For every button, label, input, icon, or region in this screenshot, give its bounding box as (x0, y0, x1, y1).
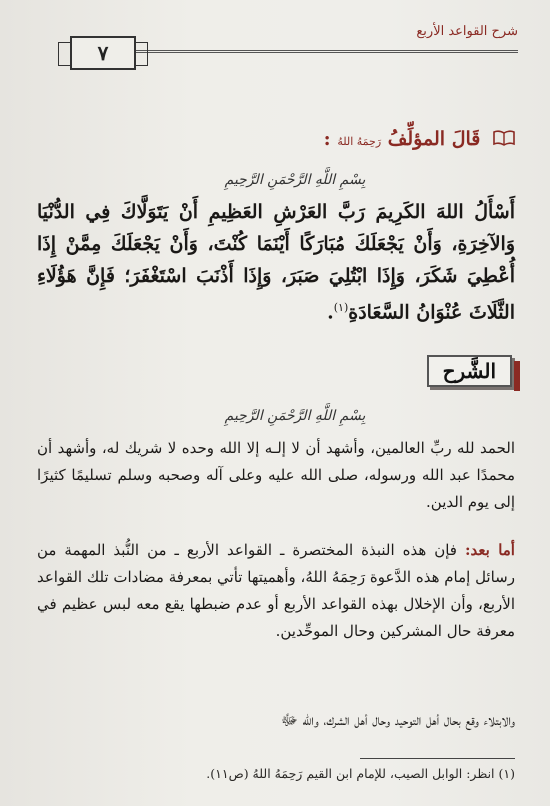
page-header (40, 22, 518, 72)
header-rule (118, 50, 518, 53)
author-heading: قَالَ المؤلِّفُ رَحِمَهُ اللهُ : (45, 128, 515, 151)
page-number: ٧ (70, 36, 136, 70)
author-heading-text: قَالَ المؤلِّفُ (387, 128, 481, 150)
paragraph-2-body: فإن هذه النبذة المختصرة ـ القواعد الأربع ـ من النُّبذ المهمة من رسائل إمام هذه الدَّعوة رَحِمَهُ اللهُ، وأهميتها تأتي بمعرفة مضادات تلك القواعد الأربع، وأن الإخلال بهذه القواعد الأربع أو عدم ضبطها يقع معه لبس عظيم في معرفة حال المشركين وحال الموحِّدين. (36, 541, 515, 640)
footnote-rule (360, 758, 515, 759)
commentary-paragraph-1: الحمد لله ربِّ العالمين، وأشهد أن لا إلـه إلا الله وحده لا شريك له، وأشهد أن محمدًا عبد الله ورسوله، صلى الله عليه وعلى آله وصحبه وسلم تسليمًا كثيرًا إلى يوم الدين. (37, 439, 515, 511)
paragraph-lead: أما بعد: (464, 541, 515, 559)
author-honorific: رَحِمَهُ اللهُ (337, 135, 382, 148)
running-title: شرح القواعد الأربع (416, 24, 518, 39)
footnote-ref: (١) (333, 301, 349, 314)
basmala: بِسْمِ اللَّهِ الرَّحْمَنِ الرَّحِيمِ (224, 172, 366, 188)
matn-body: أَسْأَلُ اللهَ الكَرِيمَ رَبَّ العَرْشِ العَظِيمِ أَنْ يَتَوَلَّاكَ فِي الدُّنْيَا وَالآخِرَةِ، وَأَنْ يَجْعَلَكَ مُبَارَكًا أَيْنَمَا كُنْتَ، وَأَنْ يَجْعَلَكَ مِمَّنْ إِذَا أُعْطِيَ شَكَرَ، وَإِذَا ابْتُلِيَ صَبَرَ، وَإِذَا أَذْنَبَ اسْتَغْفَرَ؛ فَإِنَّ هَؤُلَاءِ الثَّلَاثَ عُنْوَانُ السَّعَادَةِ (37, 201, 515, 324)
basmala-commentary: بِسْمِ اللَّهِ الرَّحْمَنِ الرَّحِيمِ (224, 408, 366, 424)
open-book-icon (493, 129, 515, 151)
sharh-heading: الشَّرح (427, 355, 512, 387)
matn-text: أَسْأَلُ اللهَ الكَرِيمَ رَبَّ العَرْشِ العَظِيمِ أَنْ يَتَوَلَّاكَ فِي الدُّنْيَا وَالآخِرَةِ، وَأَنْ يَجْعَلَكَ مُبَارَكًا أَيْنَمَا كُنْتَ، وَأَنْ يَجْعَلَكَ مِمَّنْ إِذَا أُعْطِيَ شَكَرَ، وَإِذَا ابْتُلِيَ صَبَرَ، وَإِذَا أَذْنَبَ اسْتَغْفَرَ؛ فَإِنَّ هَؤُلَاءِ الثَّلَاثَ عُنْوَانُ السَّعَادَةِ$^{(١)}$. (37, 201, 515, 324)
commentary-paragraph-3: والابتلاء وقع بحال أهل التوحيد وحال أهل الشرك، والله ﷻ (280, 711, 515, 729)
commentary-paragraph-2 (37, 537, 515, 645)
footnote: (١) انظر: الوابل الصيب، للإمام ابن القيم رَحِمَهُ اللهُ (ص١١). (206, 766, 515, 781)
